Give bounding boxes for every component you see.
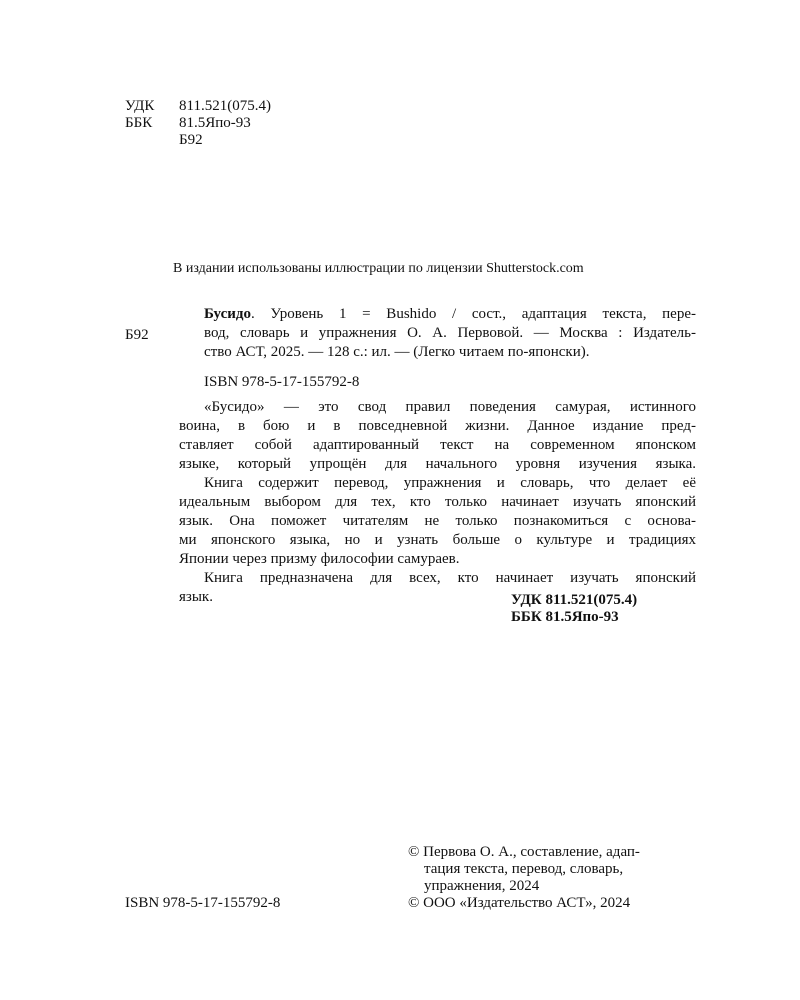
annotation-line: Японии через призму философии самураев. (179, 551, 460, 567)
annotation-line: язык. Она поможет читателям не только познакомиться с основа- (179, 513, 696, 529)
udk-bottom: УДК 811.521(075.4) (511, 592, 638, 608)
copyright-author-line-2: тация текста, перевод, словарь, (424, 861, 624, 877)
record-line-3: ство АСТ, 2025. — 128 с.: ил. — (Легко читаем по-японски). (204, 344, 590, 360)
annotation-line: язык. (179, 589, 213, 605)
isbn-record: ISBN 978-5-17-155792-8 (204, 374, 360, 390)
annotation-line: идеальным выбором для тех, кто только начинает изучать японский (179, 494, 696, 510)
bibliographic-record (204, 305, 696, 362)
bbk-label: ББК (125, 115, 153, 131)
record-line-2: вод, словарь и упражнения О. А. Первовой. — Москва : Издатель- (204, 325, 696, 341)
annotation-line: ставляет собой адаптированный текст на современном японском (179, 437, 696, 453)
record-line-1-rest: . Уровень 1 = Bushido / сост., адаптация текста, пере- (250, 306, 696, 322)
author-sign-header: Б92 (179, 132, 203, 148)
annotation-line: Книга содержит перевод, упражнения и словарь, что делает её (204, 475, 696, 491)
udk-label: УДК (125, 98, 155, 114)
bbk-value: 81.5Япо-93 (179, 115, 251, 131)
annotation (179, 398, 696, 607)
udk-value: 811.521(075.4) (179, 98, 271, 114)
author-sign-record: Б92 (125, 327, 149, 343)
copyright-author-line-3: упражнения, 2024 (424, 878, 540, 894)
footer-isbn: ISBN 978-5-17-155792-8 (125, 895, 281, 911)
book-title: Бусидо (204, 306, 251, 322)
illustrations-note: В издании использованы иллюстрации по лицензии Shutterstock.com (173, 261, 584, 276)
copyright-author-line-1: © Первова О. А., составление, адап- (408, 844, 640, 860)
annotation-line: ми японского языка, но и узнать больше о культуре и традициях (179, 532, 696, 548)
annotation-line: воина, в бою и в повседневной жизни. Данное издание пред- (179, 418, 696, 434)
annotation-line: Книга предназначена для всех, кто начинает изучать японский (204, 570, 696, 586)
annotation-line: языке, который упрощён для начального уровня изучения языка. (179, 456, 696, 472)
copyright-publisher: © ООО «Издательство АСТ», 2024 (408, 895, 631, 911)
bbk-bottom: ББК 81.5Япо-93 (511, 609, 619, 625)
annotation-line: «Бусидо» — это свод правил поведения самурая, истинного (204, 399, 696, 415)
record-line-1 (204, 305, 696, 324)
